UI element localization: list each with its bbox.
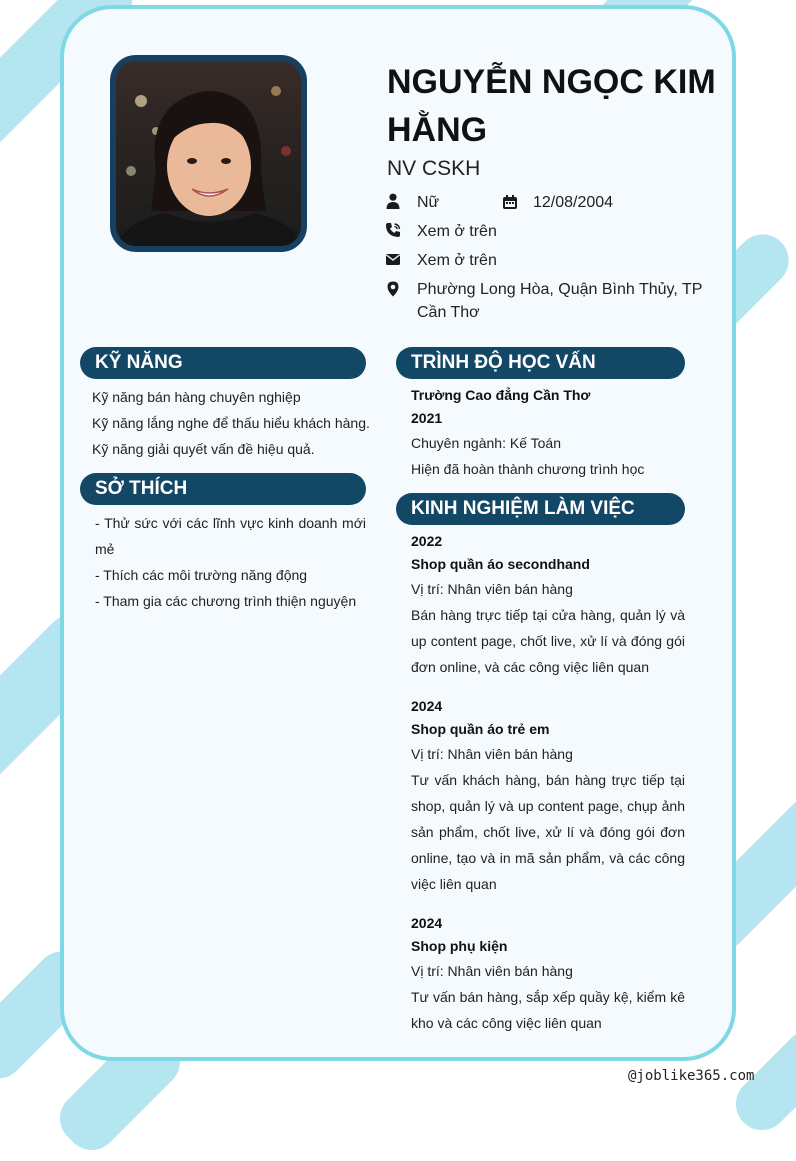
skill-item: Kỹ năng bán hàng chuyên nghiệp [92,389,301,405]
job-description: Tư vấn bán hàng, sắp xếp quầy kệ, kiểm kê kho và các công việc liên quan [411,989,685,1031]
phone-value: Xem ở trên [417,223,497,240]
school-name: Trường Cao đẳng Cần Thơ [411,387,591,403]
education-year: 2021 [411,410,443,426]
envelope-icon [385,251,401,267]
skills-heading: KỸ NĂNG [80,347,366,379]
map-pin-icon [385,281,401,297]
job-description: Bán hàng trực tiếp tại cửa hàng, quản lý và up content page, chốt live, xử lí và đóng gói đơn online, và các công việc liên quan [411,607,685,675]
candidate-name: NGUYỄN NGỌC KIM HẰNG [387,63,716,149]
birthdate-value: 12/08/2004 [533,194,614,211]
skill-item: Kỹ năng lắng nghe để thấu hiểu khách hàng. [92,415,370,431]
job-description: Tư vấn khách hàng, bán hàng trực tiếp tại shop, quản lý và up content page, chụp ảnh sản phẩm, chốt live, xử lí và đóng gói đơn online, tạo và in mã sản phẩm, và các công việc liên quan [411,772,685,892]
hobby-item: - Thử sức với các lĩnh vực kinh doanh mới mẻ [95,515,366,557]
gender-value: Nữ [417,194,440,211]
calendar-icon [502,194,518,210]
job-year: 2022 [411,533,443,549]
job-role: Vị trí: Nhân viên bán hàng [411,746,573,762]
job-role: Vị trí: Nhân viên bán hàng [411,581,573,597]
job-company: Shop phụ kiện [411,938,508,954]
email-value: Xem ở trên [417,252,497,269]
profile-photo [110,55,307,252]
education-status: Hiện đã hoàn thành chương trình học [411,461,645,477]
person-icon [385,193,401,209]
hobby-item: - Tham gia các chương trình thiện nguyện [95,593,357,609]
address-value: Phường Long Hòa, Quận Bình Thủy, TP Cần Thơ [417,281,703,321]
portrait-illustration [116,61,301,246]
hobbies-heading: SỞ THÍCH [80,473,366,505]
job-company: Shop quần áo secondhand [411,556,590,572]
job-company: Shop quần áo trẻ em [411,721,550,737]
experience-heading: KINH NGHIỆM LÀM VIỆC [396,493,685,525]
job-role: Vị trí: Nhân viên bán hàng [411,963,573,979]
footer-watermark: @joblike365.com [628,1068,755,1084]
job-year: 2024 [411,915,443,931]
education-heading: TRÌNH ĐỘ HỌC VẤN [396,347,685,379]
education-major: Chuyên ngành: Kế Toán [411,435,561,451]
candidate-position: NV CSKH [387,157,481,180]
phone-icon [385,222,401,238]
skill-item: Kỹ năng giải quyết vấn đề hiệu quả. [92,441,315,457]
hobby-item: - Thích các môi trường năng động [95,567,308,583]
job-year: 2024 [411,698,443,714]
